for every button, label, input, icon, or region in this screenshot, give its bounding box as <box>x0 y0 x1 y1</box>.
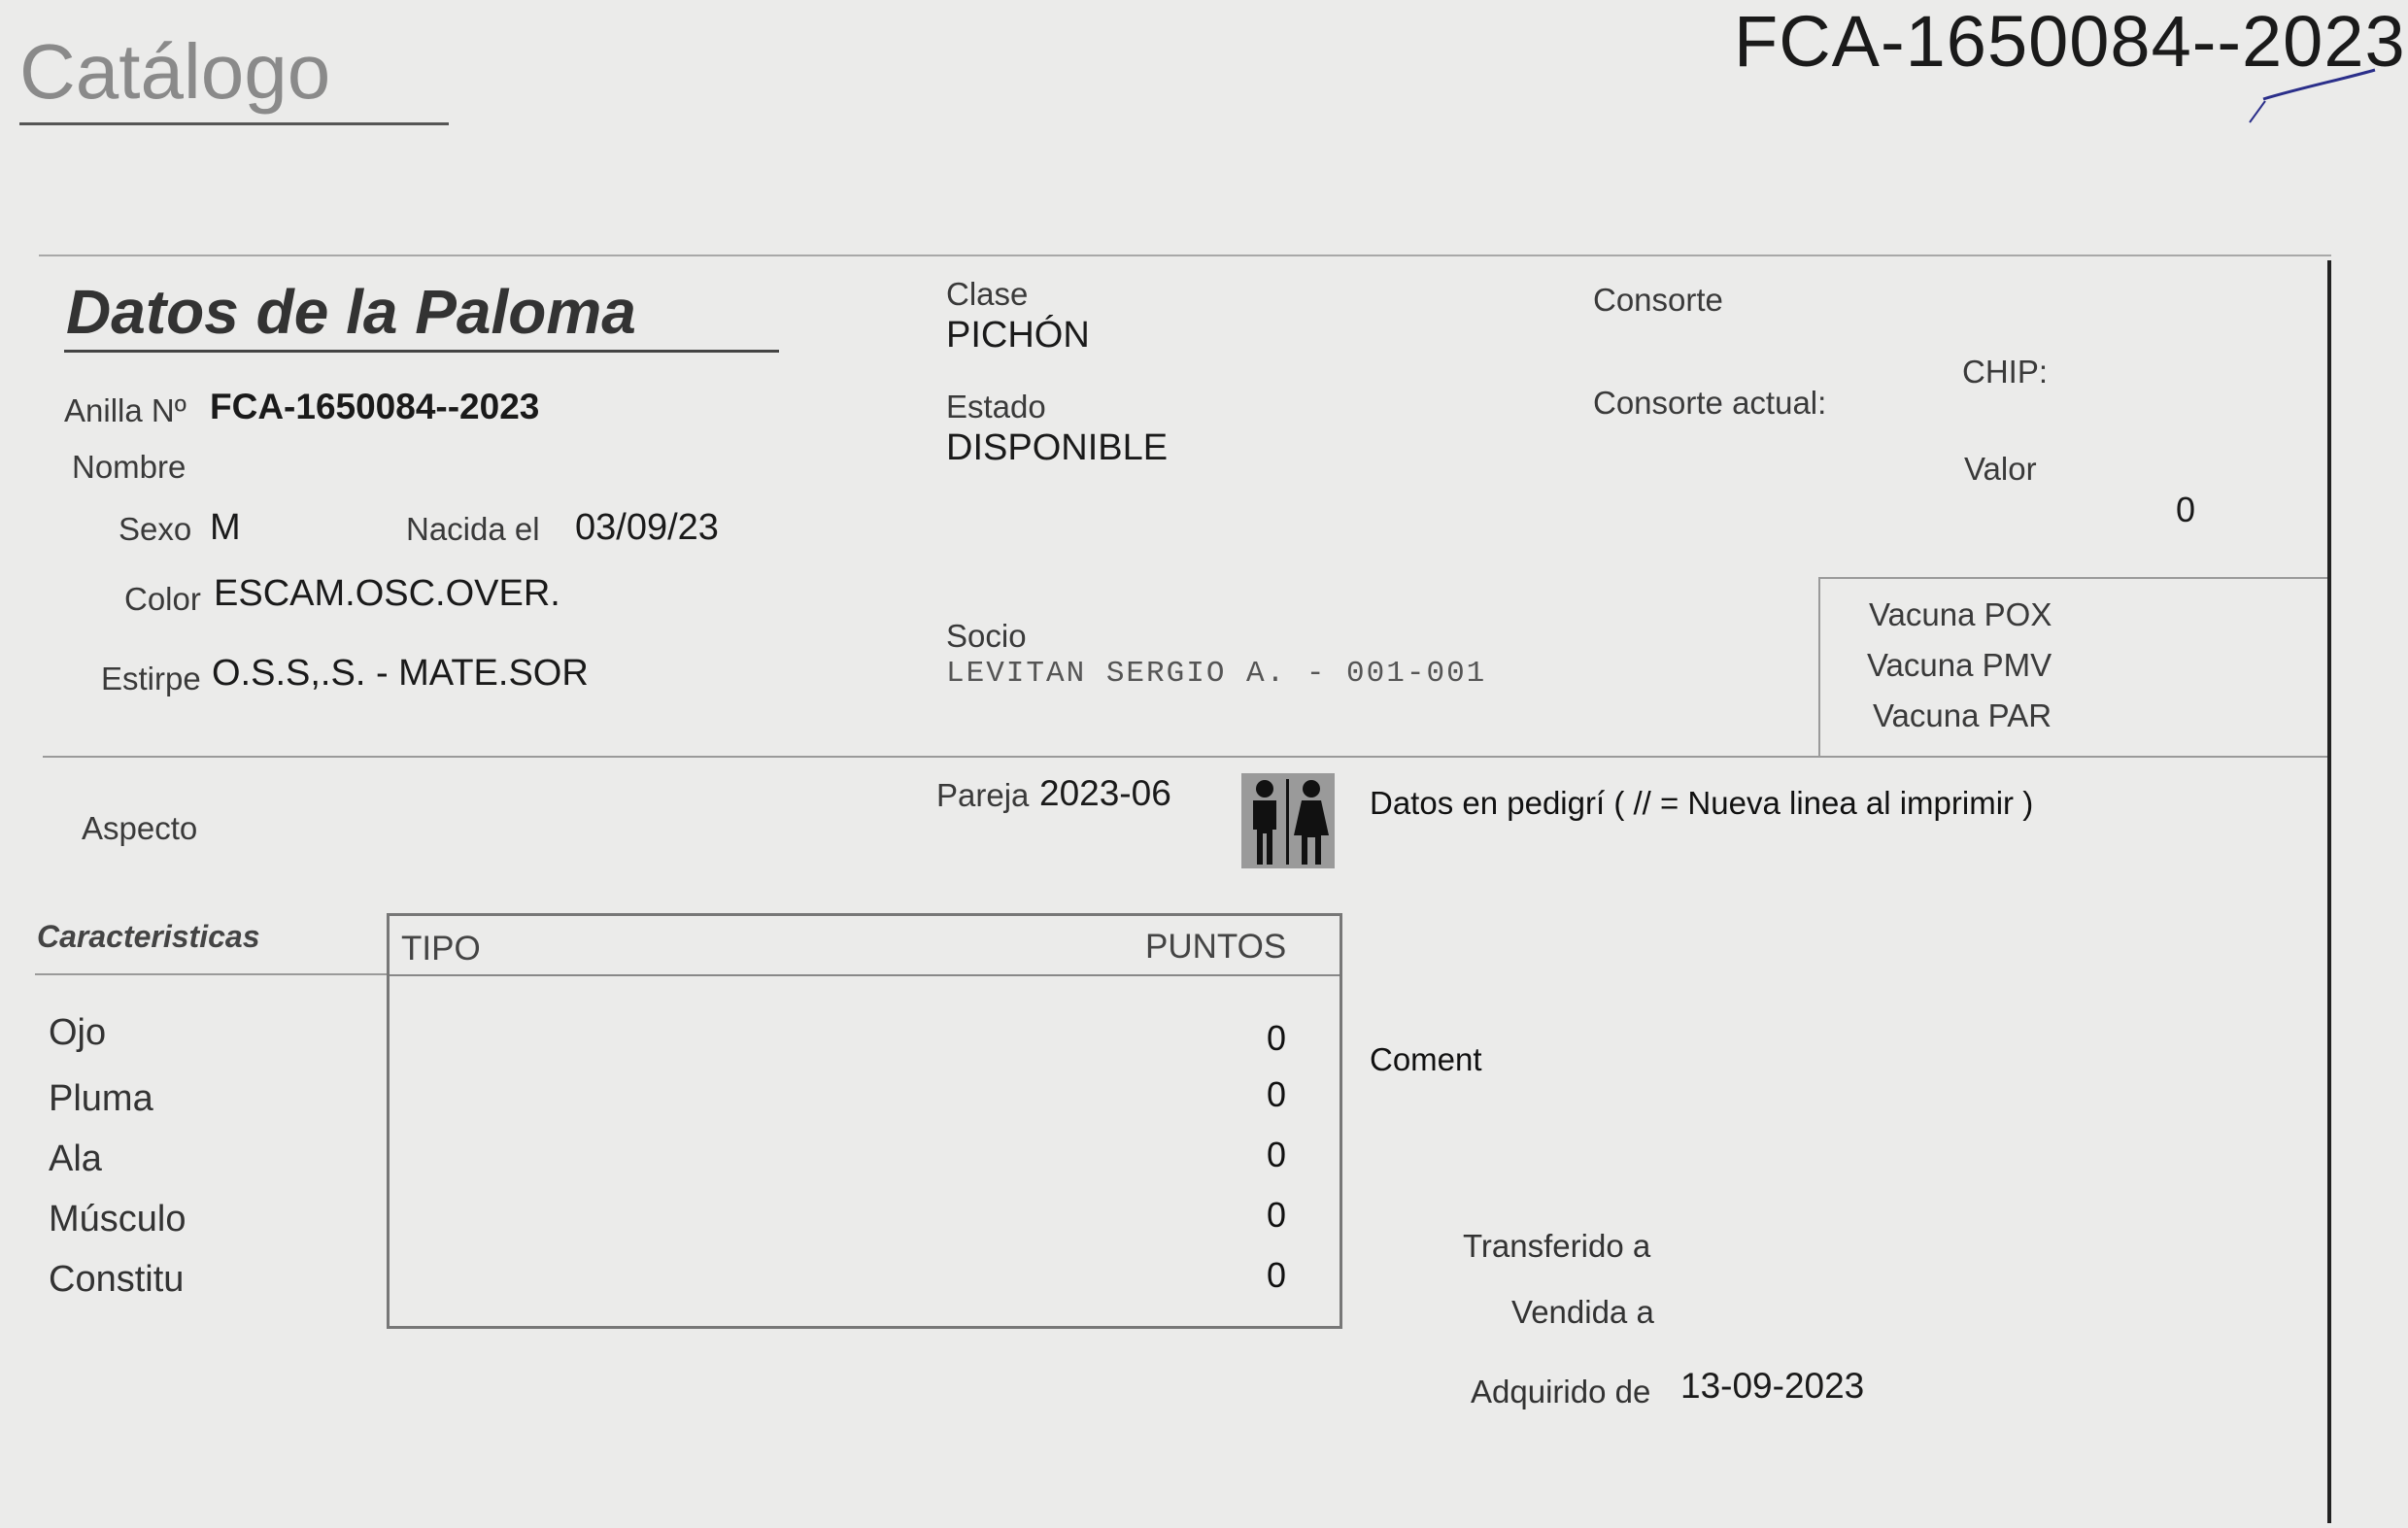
col-type-header: TIPO <box>401 930 481 968</box>
aspect-label: Aspecto <box>82 810 198 846</box>
characteristics-title: Caracteristicas <box>37 919 260 954</box>
row-points-pluma: 0 <box>1266 1074 1286 1114</box>
row-points-ala: 0 <box>1266 1135 1286 1174</box>
vaccine-par: Vacuna PAR <box>1873 697 2052 733</box>
member-value: LEVITAN SERGIO A. - 001-001 <box>946 657 1487 691</box>
row-label-ala: Ala <box>49 1138 102 1179</box>
col-points-header: PUNTOS <box>1145 928 1287 966</box>
section-title: Datos de la Paloma <box>66 277 636 347</box>
characteristics-underline <box>35 973 387 975</box>
color-value: ESCAM.OSC.OVER. <box>214 573 560 614</box>
sex-label: Sexo <box>119 511 192 547</box>
ring-code-header: FCA-1650084--2023 <box>1734 1 2406 82</box>
sold-label: Vendida a <box>1511 1294 1654 1330</box>
row-label-ojo: Ojo <box>49 1012 107 1053</box>
table-header-divider <box>390 974 1340 976</box>
class-label: Clase <box>946 276 1029 312</box>
born-value: 03/09/23 <box>575 507 719 548</box>
row-points-ojo: 0 <box>1266 1018 1286 1058</box>
pair-label: Pareja <box>936 777 1030 813</box>
strain-value: O.S.S,.S. - MATE.SOR <box>212 653 589 694</box>
row-points-musculo: 0 <box>1266 1195 1286 1235</box>
color-label: Color <box>124 581 201 617</box>
catalog-title: Catálogo <box>19 28 331 115</box>
pedigree-note: Datos en pedigrí ( // = Nueva linea al imprimir ) <box>1370 785 2034 821</box>
vaccine-box-left <box>1818 577 1820 756</box>
value-amount: 0 <box>2176 490 2196 529</box>
comment-label: Coment <box>1370 1041 1482 1077</box>
form-top-border <box>39 255 2331 256</box>
pair-value: 2023-06 <box>1039 773 1171 813</box>
pen-mark <box>2224 51 2380 128</box>
ring-label: Anilla Nº <box>64 392 187 428</box>
sex-value: M <box>210 507 241 548</box>
consort-label: Consorte <box>1593 282 1723 318</box>
strain-label: Estirpe <box>101 661 201 696</box>
state-label: Estado <box>946 389 1046 424</box>
couple-icon <box>1241 773 1335 868</box>
row-points-constitu: 0 <box>1266 1255 1286 1295</box>
current-consort-label: Consorte actual: <box>1593 385 1827 421</box>
acquired-value: 13-09-2023 <box>1680 1366 1865 1406</box>
row-label-musculo: Músculo <box>49 1199 187 1239</box>
class-value: PICHÓN <box>946 315 1090 356</box>
name-label: Nombre <box>72 449 187 485</box>
vaccine-box-top <box>1818 577 2327 579</box>
ring-value: FCA-1650084--2023 <box>210 387 540 426</box>
form-right-border <box>2327 260 2331 1523</box>
transfer-label: Transferido a <box>1463 1228 1651 1264</box>
acquired-label: Adquirido de <box>1471 1374 1651 1409</box>
mid-divider <box>43 756 2327 758</box>
chip-label: CHIP: <box>1962 354 2049 390</box>
row-label-pluma: Pluma <box>49 1078 153 1119</box>
characteristics-table <box>387 913 1342 1329</box>
vaccine-pmv: Vacuna PMV <box>1867 647 2052 683</box>
vaccine-pox: Vacuna POX <box>1869 596 2052 632</box>
section-title-underline <box>64 350 779 353</box>
state-value: DISPONIBLE <box>946 427 1169 468</box>
title-underline <box>19 122 449 125</box>
member-label: Socio <box>946 618 1027 654</box>
value-label: Valor <box>1964 451 2037 487</box>
born-label: Nacida el <box>406 511 540 547</box>
row-label-constitu: Constitu <box>49 1259 185 1300</box>
